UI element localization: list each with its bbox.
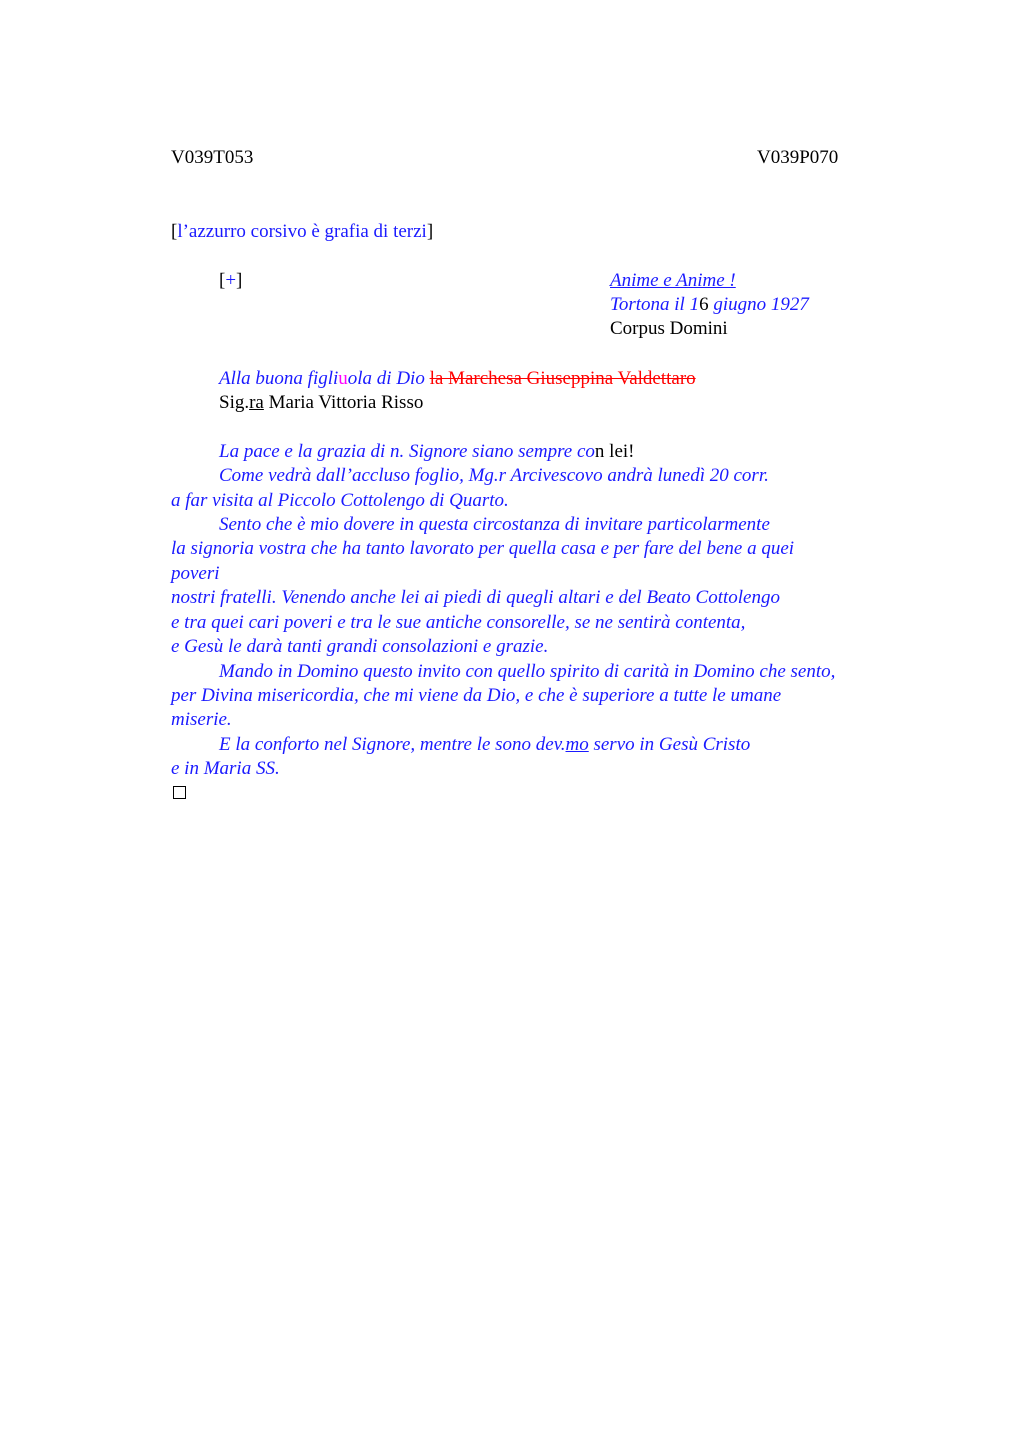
body-line-2: Come vedrà dall’accluso foglio, Mg.r Arcivescovo andrà lunedì 20 corr.: [219, 465, 769, 486]
body-line-7: nostri fratelli. Venendo anche lei ai piedi di quegli altari e del Beato Cottolengo: [171, 587, 780, 608]
body-line-8: e tra quei cari poveri e tra le sue antiche consorelle, se ne sentirà contenta,: [171, 612, 746, 633]
body-line-4: Sento che è mio dovere in questa circostanza di invitare particolarmente: [219, 514, 770, 535]
recipient-title: Sig.: [219, 392, 250, 413]
cross-symbol: +: [225, 270, 237, 291]
dateline-place-date: [610, 293, 809, 317]
end-mark-box: [173, 786, 186, 799]
note-open-bracket: [: [171, 221, 178, 242]
cross-open-bracket: [: [219, 270, 226, 291]
recipient-line: [219, 391, 423, 415]
body-line-3: a far visita al Piccolo Cottolengo di Quarto.: [171, 490, 509, 511]
dateline-feast: Corpus Domini: [610, 318, 728, 339]
body-line-1-b: n lei!: [594, 441, 635, 462]
greeting-line: [219, 367, 696, 391]
body-line-1: [219, 440, 635, 464]
body-line-14: e in Maria SS.: [171, 758, 280, 779]
cross-close-bracket: ]: [236, 270, 243, 291]
body-line-1-a: La pace e la grazia di n. Signore siano sempre co: [219, 441, 595, 462]
body-line-10: Mando in Domino questo invito con quello spirito di carità in Domino che sento,: [219, 661, 836, 682]
dateline-day-first-digit: 1: [689, 294, 700, 315]
struck-through-name: la Marchesa Giuseppina Valdettaro: [429, 368, 696, 389]
body-line-13-a: E la conforto nel Signore, mentre le sono dev.: [219, 734, 566, 755]
body-line-5: la signoria vostra che ha tanto lavorato per quella casa e per fare del bene a quei: [171, 538, 795, 559]
greeting-insertion: u: [338, 368, 348, 389]
body-line-12: miserie.: [171, 709, 232, 730]
body-line-9: e Gesù le darà tanti grandi consolazioni e grazie.: [171, 636, 549, 657]
note-close-bracket: ]: [426, 221, 434, 242]
dateline-month-year: giugno 1927: [708, 294, 809, 315]
recipient-title-abbrev: ra: [249, 392, 264, 413]
cross-mark: [219, 269, 242, 293]
body-line-6: poveri: [171, 563, 220, 584]
body-line-11: per Divina misericordia, che mi viene da Dio, e che è superiore a tutte le umane: [171, 685, 782, 706]
motto: Anime e Anime !: [610, 270, 736, 291]
note-text: ’azzurro corsivo è grafia di terzi: [182, 221, 427, 242]
body-line-13-c: servo in Gesù Cristo: [588, 734, 751, 755]
body-line-13: [219, 733, 750, 757]
greeting-start: Alla buona figli: [219, 368, 339, 389]
body-line-13-abbrev: mo: [565, 734, 589, 755]
header-left-code: V039T053: [171, 147, 254, 168]
dateline-day-second-digit: 6: [699, 294, 709, 315]
note-lead-letter: l: [177, 221, 183, 242]
editorial-note: [171, 220, 433, 244]
header-right-code: V039P070: [757, 147, 839, 168]
greeting-end: ola di Dio: [347, 368, 430, 389]
dateline-place: Tortona il: [610, 294, 690, 315]
recipient-name: Maria Vittoria Risso: [263, 392, 424, 413]
